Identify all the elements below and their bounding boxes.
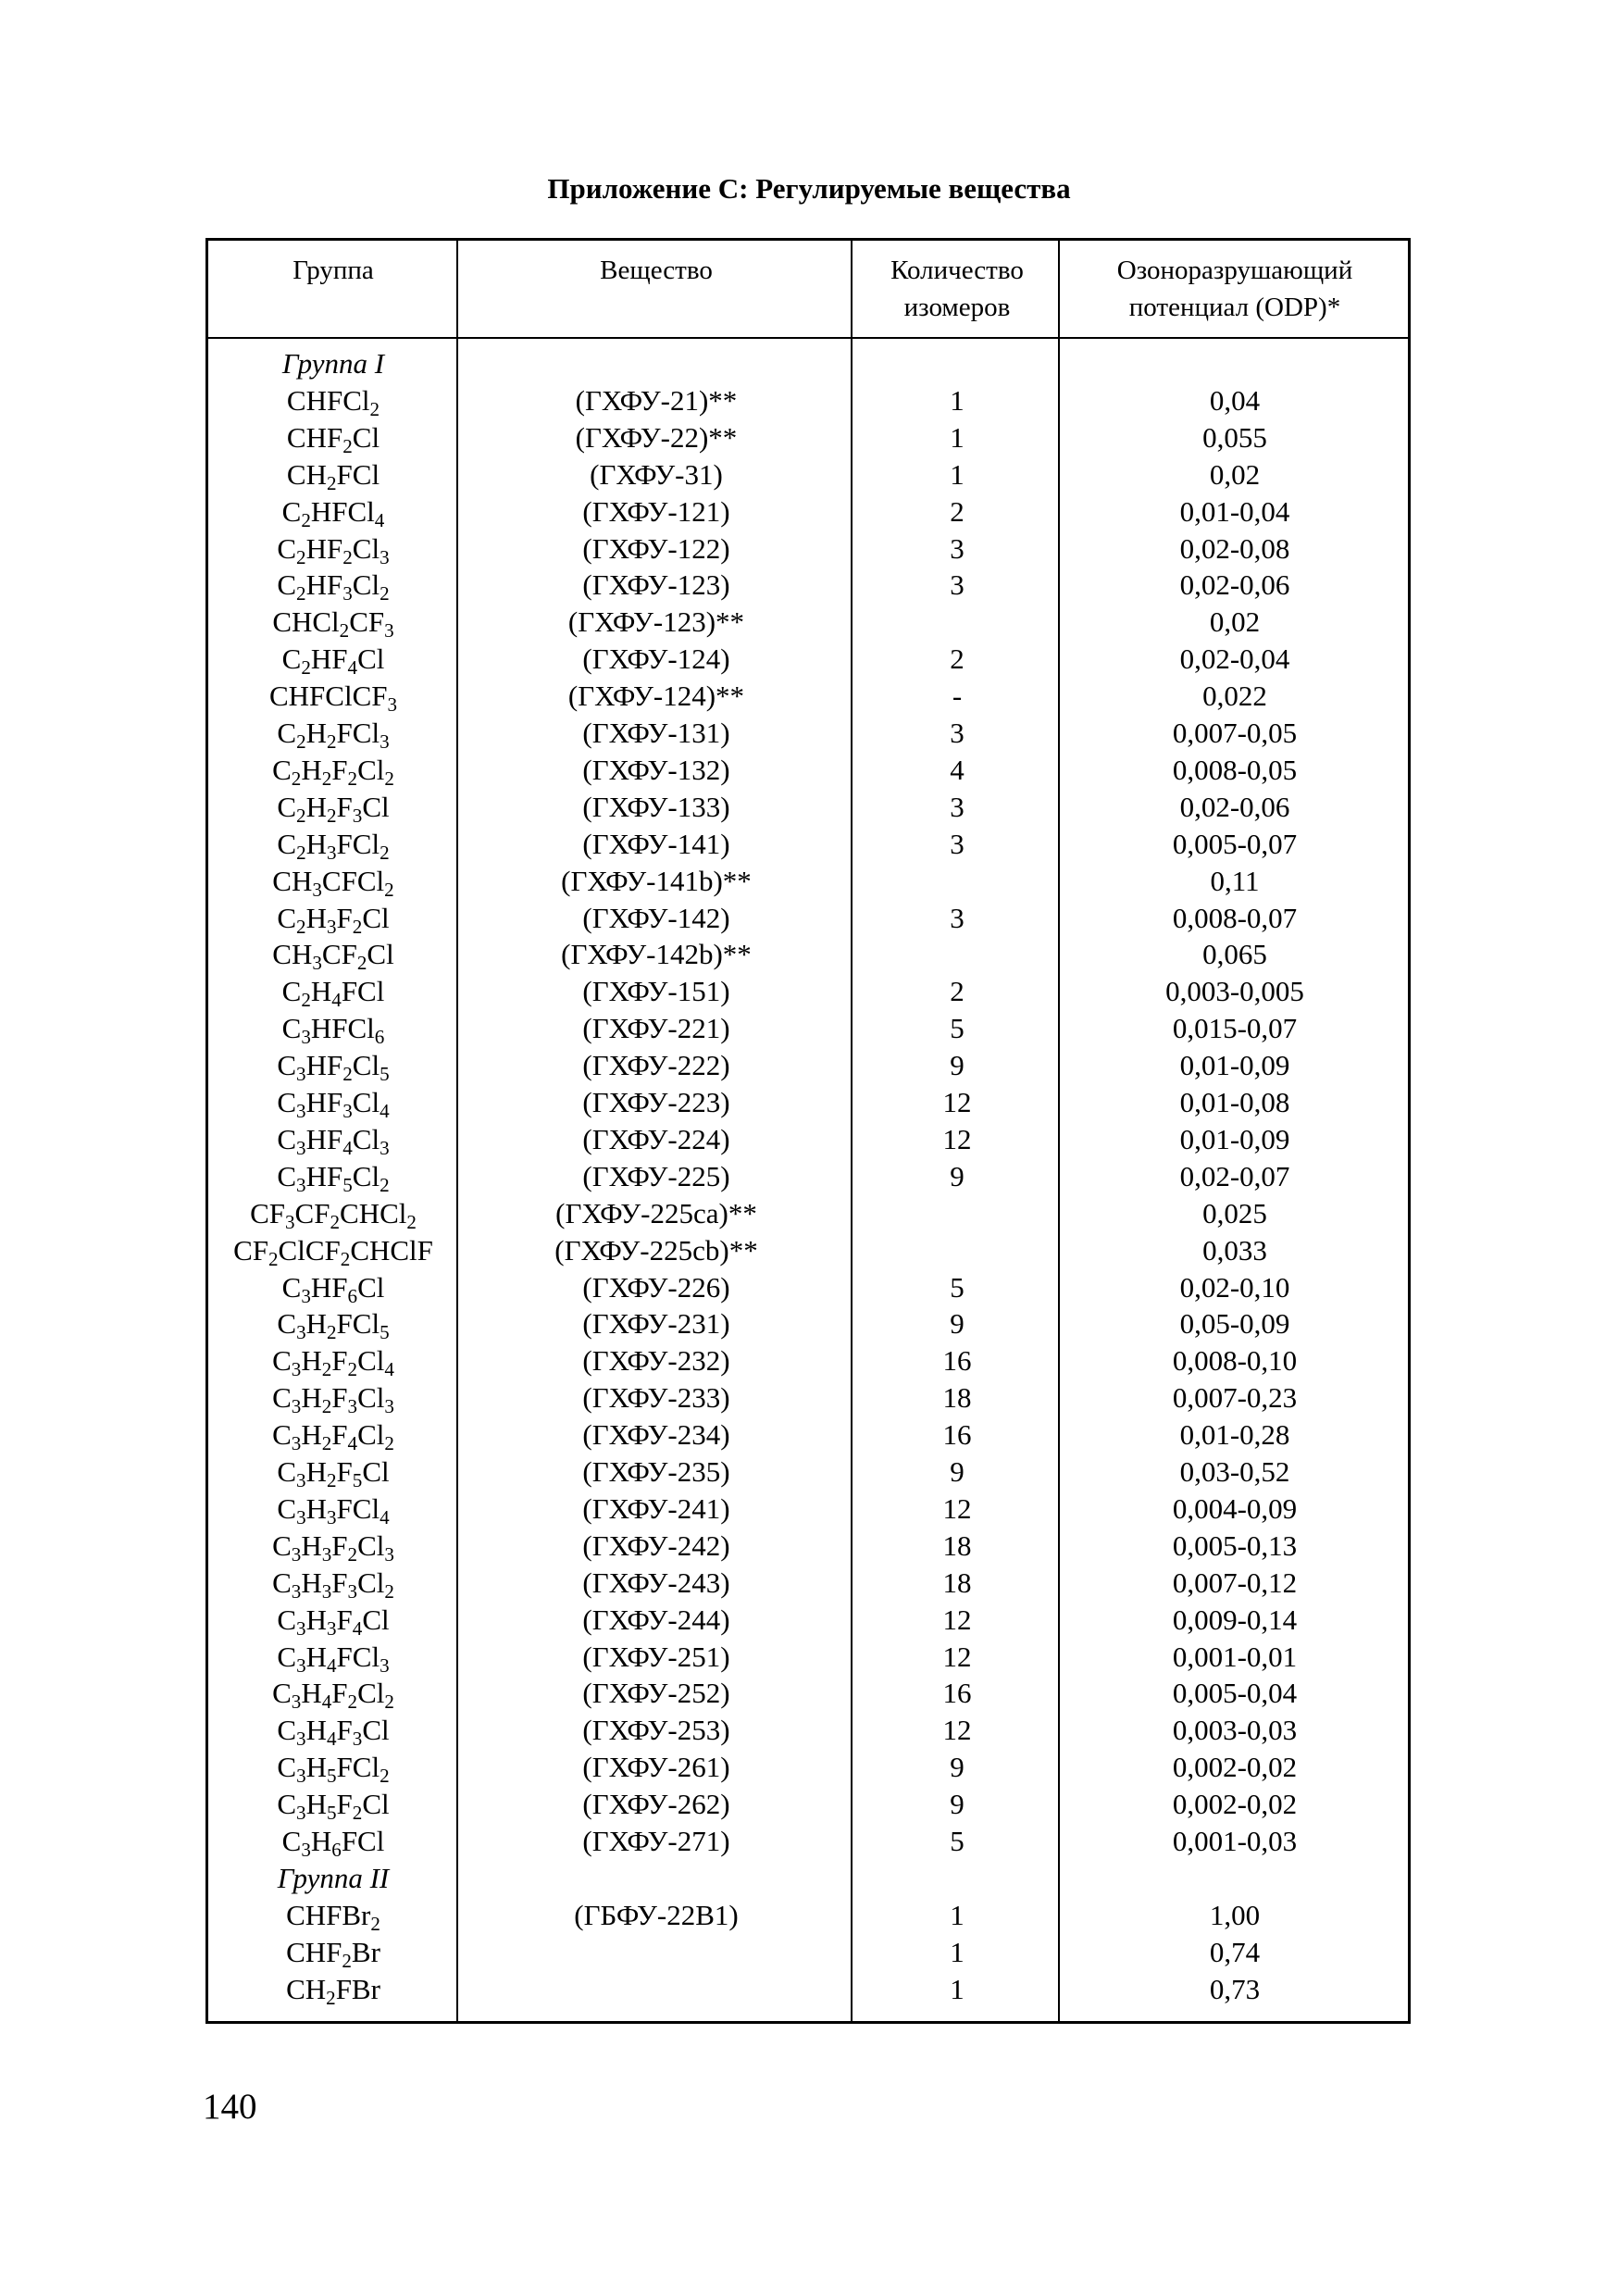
table-row	[208, 973, 1408, 1010]
odp-cell: 0,002-0,02	[1172, 1751, 1298, 1784]
odp-cell: 0,003-0,005	[1165, 975, 1304, 1008]
substance-name-cell: (ГХФУ-142)	[582, 901, 730, 934]
formula-cell	[208, 1934, 458, 1971]
isomers-cell: 16	[942, 1344, 972, 1378]
odp-cell: 0,02	[1209, 457, 1261, 491]
table-row	[208, 641, 1408, 678]
odp-cell: 0,02-0,06	[1179, 568, 1290, 602]
isomers-cell: 1	[950, 383, 965, 417]
table-row	[208, 752, 1408, 789]
isomers-cell: 9	[950, 1455, 965, 1488]
formula-text: $C_2H_3F_2Cl$	[277, 901, 390, 938]
formula-cell	[208, 1565, 458, 1602]
table-row	[208, 1565, 1408, 1602]
formula-text: $C_3H_2F_4Cl_2$	[272, 1418, 394, 1454]
isomers-cell: 18	[942, 1566, 972, 1599]
header-group-label: Группа	[292, 256, 374, 285]
isomers-cell: 12	[942, 1714, 972, 1747]
formula-text: $CH_2FBr$	[286, 1972, 380, 2009]
isomers-cell: 5	[950, 1825, 965, 1857]
substance-name-cell: (ГХФУ-225cb)**	[554, 1233, 758, 1267]
formula-cell	[208, 1786, 458, 1823]
formula-cell	[208, 1047, 458, 1084]
formula-text: CHFClCF$_3$	[268, 680, 398, 716]
formula-cell	[208, 419, 458, 456]
odp-cell: 0,007-0,23	[1172, 1381, 1298, 1415]
formula-text: $C_3H_2FCl_5$	[277, 1307, 390, 1344]
formula-text: $C_3H_4F_3Cl$	[277, 1714, 390, 1751]
substance-name-cell: (ГХФУ-252)	[582, 1677, 730, 1710]
odp-cell: 0,11	[1210, 864, 1260, 897]
isomers-cell: 18	[942, 1381, 972, 1415]
header-group	[208, 252, 458, 289]
formula-cell	[208, 678, 458, 715]
table-row	[208, 1232, 1408, 1269]
substance-name-cell: (ГБФУ-22В1)	[574, 1898, 739, 1931]
odp-cell: 0,02-0,06	[1179, 790, 1290, 823]
table-row	[208, 419, 1408, 456]
formula-text: CHFCl$_2$	[286, 383, 380, 420]
formula-text: $CF_2ClCF_2CHClF$	[233, 1233, 433, 1270]
substance-name-cell: (ГХФУ-231)	[582, 1307, 730, 1341]
group-heading-row	[208, 345, 1408, 382]
table-row	[208, 826, 1408, 863]
table-row	[208, 1971, 1408, 2008]
substance-name-cell: (ГХФУ-253)	[582, 1714, 730, 1747]
odp-cell: 1,00	[1209, 1898, 1261, 1931]
formula-text: $CHCl_2CF_3$	[272, 605, 394, 643]
table-row	[208, 1121, 1408, 1158]
odp-cell: 0,002-0,02	[1172, 1788, 1298, 1821]
odp-cell: 0,02-0,04	[1179, 643, 1290, 676]
isomers-cell: 1	[950, 420, 965, 454]
odp-cell: 0,025	[1202, 1196, 1267, 1229]
substance-name-cell: (ГХФУ-124)	[582, 643, 730, 676]
formula-cell	[208, 1639, 458, 1676]
odp-cell: 0,03-0,52	[1179, 1455, 1290, 1488]
odp-cell: 0,02-0,08	[1179, 531, 1290, 565]
odp-cell: 0,007-0,05	[1172, 717, 1298, 749]
header-substance-label: Вещество	[600, 256, 713, 285]
header-isomers-line2: изомеров	[903, 293, 1011, 322]
formula-text: $C_3H_3F_3Cl_2$	[272, 1566, 394, 1603]
odp-cell: 0,033	[1202, 1233, 1267, 1267]
formula-cell	[208, 1121, 458, 1158]
substance-name-cell: (ГХФУ-141b)**	[561, 864, 752, 897]
isomers-cell: 12	[942, 1640, 972, 1673]
odp-cell: 0,055	[1202, 420, 1267, 454]
formula-text: $C_3H_5F_2Cl$	[277, 1788, 390, 1824]
formula-cell	[208, 900, 458, 937]
substance-name-cell: (ГХФУ-251)	[582, 1640, 730, 1673]
table-row	[208, 1416, 1408, 1454]
substance-name-cell: (ГХФУ-142b)**	[561, 938, 752, 971]
header-odp-line1: Озоноразрушающий	[1116, 256, 1353, 285]
odp-cell: 0,05-0,09	[1179, 1307, 1290, 1341]
substance-name-cell: (ГХФУ-222)	[582, 1049, 730, 1082]
isomers-cell: 3	[950, 717, 965, 749]
formula-cell	[208, 1491, 458, 1528]
formula-cell	[208, 936, 458, 973]
odp-cell: 0,005-0,13	[1172, 1529, 1298, 1562]
substance-name-cell: (ГХФУ-123)	[582, 568, 730, 602]
formula-cell	[208, 973, 458, 1010]
isomers-cell: 1	[950, 1972, 965, 2005]
isomers-cell: 12	[942, 1491, 972, 1525]
formula-cell	[208, 641, 458, 678]
formula-text: $C_3HFCl_6$	[281, 1012, 385, 1049]
table-row	[208, 1010, 1408, 1047]
substance-name-cell: (ГХФУ-22)**	[575, 420, 738, 454]
group-heading-row	[208, 1860, 1408, 1897]
table-row	[208, 936, 1408, 973]
substance-name-cell: (ГХФУ-21)**	[575, 383, 738, 417]
substance-name-cell: (ГХФУ-141)	[582, 827, 730, 860]
odp-cell: 0,008-0,07	[1172, 901, 1298, 934]
substance-name-cell: (ГХФУ-244)	[582, 1603, 730, 1636]
formula-cell	[208, 826, 458, 863]
substance-name-cell: (ГХФУ-234)	[582, 1418, 730, 1452]
table-row	[208, 678, 1408, 715]
substance-name-cell: (ГХФУ-132)	[582, 753, 730, 786]
substance-name-cell: (ГХФУ-225ca)**	[555, 1196, 757, 1229]
odp-cell: 0,001-0,01	[1172, 1640, 1298, 1673]
substance-name-cell: (ГХФУ-122)	[582, 531, 730, 565]
formula-text: $C_3HF_3Cl_4$	[277, 1086, 390, 1122]
table-row	[208, 1712, 1408, 1749]
formula-text: $C_3H_5FCl_2$	[277, 1751, 390, 1788]
odp-cell: 0,01-0,09	[1179, 1122, 1290, 1155]
formula-cell	[208, 1823, 458, 1860]
formula-text: $C_2H_4FCl$	[281, 975, 385, 1012]
table-row	[208, 1602, 1408, 1639]
formula-text: $CF_3CF_2CHCl_2$	[250, 1196, 417, 1233]
table-row	[208, 1528, 1408, 1565]
group-label: Группа I	[281, 347, 385, 380]
table-row	[208, 900, 1408, 937]
page-title: Приложение С: Регулируемые вещества	[547, 172, 1071, 205]
formula-text: $C_3H_6FCl$	[281, 1825, 385, 1861]
formula-text: $CHF_2Cl$	[286, 420, 380, 457]
formula-text: $C_2HF_3Cl_2$	[277, 568, 390, 605]
substance-name-cell: (ГХФУ-233)	[582, 1381, 730, 1415]
table-row	[208, 1195, 1408, 1232]
odp-cell: 0,73	[1209, 1972, 1261, 2005]
table-row	[208, 567, 1408, 604]
odp-cell: 0,01-0,28	[1179, 1418, 1290, 1452]
formula-cell	[208, 493, 458, 530]
substance-name-cell: (ГХФУ-123)**	[567, 605, 745, 639]
substance-name-cell: (ГХФУ-121)	[582, 494, 730, 528]
formula-text: $CHF_2Br$	[286, 1935, 380, 1972]
isomers-cell: 9	[950, 1159, 965, 1192]
substance-name-cell: (ГХФУ-223)	[582, 1086, 730, 1118]
formula-cell	[208, 1675, 458, 1712]
formula-cell	[208, 1010, 458, 1047]
substance-name-cell: (ГХФУ-224)	[582, 1122, 730, 1155]
table-row	[208, 530, 1408, 568]
formula-text: $C_3H_2F_3Cl_3$	[272, 1381, 394, 1418]
odp-cell: 0,009-0,14	[1172, 1603, 1298, 1636]
table-row	[208, 1269, 1408, 1306]
isomers-cell: 18	[942, 1529, 972, 1562]
formula-cell	[208, 1305, 458, 1342]
table-row	[208, 604, 1408, 641]
table-row	[208, 1342, 1408, 1379]
formula-text: $C_3HF_4Cl_3$	[277, 1122, 390, 1159]
formula-cell	[208, 382, 458, 419]
formula-text: $CH_2FCl$	[286, 457, 380, 494]
page-number: 140	[203, 2087, 257, 2127]
formula-text: $C_3HF_2Cl_5$	[277, 1049, 390, 1085]
odp-cell: 0,007-0,12	[1172, 1566, 1298, 1599]
table-row	[208, 1749, 1408, 1786]
substance-name-cell: (ГХФУ-133)	[582, 790, 730, 823]
isomers-cell: 12	[942, 1603, 972, 1636]
isomers-cell: 9	[950, 1788, 965, 1821]
formula-cell	[208, 604, 458, 641]
substance-name-cell: (ГХФУ-225)	[582, 1159, 730, 1192]
formula-cell	[208, 1454, 458, 1491]
formula-cell	[208, 1897, 458, 1934]
formula-cell	[208, 456, 458, 493]
substance-name-cell: (ГХФУ-271)	[582, 1825, 730, 1857]
substance-name-cell: (ГХФУ-235)	[582, 1455, 730, 1488]
table-row	[208, 1084, 1408, 1121]
isomers-cell: 3	[950, 568, 965, 602]
isomers-cell: 12	[942, 1122, 972, 1155]
substance-name-cell: (ГХФУ-31)	[590, 457, 723, 491]
table-row	[208, 1305, 1408, 1342]
odp-cell: 0,005-0,07	[1172, 827, 1298, 860]
formula-text: $C_2H_2FCl_3$	[277, 717, 390, 753]
table-row	[208, 382, 1408, 419]
formula-text: $C_3H_3F_4Cl$	[277, 1603, 390, 1640]
isomers-cell: 9	[950, 1049, 965, 1082]
header-divider	[205, 337, 1411, 339]
table-row	[208, 1491, 1408, 1528]
table-row	[208, 789, 1408, 826]
formula-text: $C_3HF_5Cl_2$	[277, 1159, 390, 1196]
isomers-cell: 2	[950, 643, 965, 676]
substance-name-cell: (ГХФУ-243)	[582, 1566, 730, 1599]
substance-name-cell: (ГХФУ-262)	[582, 1788, 730, 1821]
table-row	[208, 456, 1408, 493]
substance-name-cell: (ГХФУ-226)	[582, 1270, 730, 1304]
isomers-cell: 5	[950, 1270, 965, 1304]
formula-cell	[208, 863, 458, 900]
odp-cell: 0,022	[1202, 680, 1267, 713]
substance-name-cell: (ГХФУ-241)	[582, 1491, 730, 1525]
formula-cell	[208, 1416, 458, 1454]
odp-cell: 0,02	[1209, 605, 1261, 639]
formula-cell	[208, 1712, 458, 1749]
formula-text: $C_3H_2F_5Cl$	[277, 1455, 390, 1491]
isomers-cell: 3	[950, 827, 965, 860]
isomers-cell: 9	[950, 1307, 965, 1341]
formula-text: $C_2H_2F_2Cl_2$	[272, 753, 394, 790]
odp-cell: 0,004-0,09	[1172, 1491, 1298, 1525]
isomers-cell: 5	[950, 1012, 965, 1045]
isomers-cell: 1	[950, 1898, 965, 1931]
table-row	[208, 1158, 1408, 1195]
formula-text: $C_2HF_2Cl_3$	[277, 531, 390, 568]
isomers-cell: 2	[950, 494, 965, 528]
table-row	[208, 1639, 1408, 1676]
formula-text: $C_2H_2F_3Cl$	[277, 790, 390, 827]
odp-cell: 0,005-0,04	[1172, 1677, 1298, 1710]
formula-cell	[208, 789, 458, 826]
isomers-cell: 3	[950, 531, 965, 565]
formula-text: $CH_3CF_2Cl$	[272, 938, 394, 975]
formula-text: $CH_3CFCl_2$	[272, 864, 394, 901]
odp-cell: 0,04	[1209, 383, 1261, 417]
formula-cell	[208, 1749, 458, 1786]
formula-text: $C_3H_3FCl_4$	[277, 1491, 390, 1529]
table-row	[208, 1675, 1408, 1712]
isomers-cell: 2	[950, 975, 965, 1008]
table-row	[208, 1934, 1408, 1971]
odp-cell: 0,065	[1202, 938, 1267, 971]
formula-cell	[208, 1379, 458, 1416]
table-row	[208, 1823, 1408, 1860]
odp-cell: 0,001-0,03	[1172, 1825, 1298, 1857]
formula-text: $C_2HFCl_4$	[281, 494, 385, 531]
formula-cell	[208, 567, 458, 604]
odp-cell: 0,008-0,10	[1172, 1344, 1298, 1378]
substance-name-cell: (ГХФУ-242)	[582, 1529, 730, 1562]
substance-name-cell: (ГХФУ-261)	[582, 1751, 730, 1784]
table-row	[208, 1786, 1408, 1823]
formula-text: $C_2HF_4Cl$	[281, 643, 385, 680]
odp-cell: 0,008-0,05	[1172, 753, 1298, 786]
isomers-cell: 4	[950, 753, 965, 786]
formula-cell	[208, 752, 458, 789]
group-label: Группа II	[277, 1861, 390, 1894]
substance-name-cell: (ГХФУ-131)	[582, 717, 730, 749]
formula-cell	[208, 1269, 458, 1306]
formula-text: CHFBr$_2$	[286, 1898, 380, 1935]
formula-text: $C_3H_4F_2Cl_2$	[272, 1677, 394, 1714]
header-substance	[460, 252, 853, 289]
odp-cell: 0,015-0,07	[1172, 1012, 1298, 1045]
isomers-cell: 16	[942, 1677, 972, 1710]
odp-cell: 0,01-0,04	[1179, 494, 1290, 528]
table-row	[208, 1379, 1408, 1416]
formula-cell	[208, 1971, 458, 2008]
isomers-cell: 3	[950, 790, 965, 823]
formula-text: $C_3H_4FCl_3$	[277, 1640, 390, 1677]
table-row	[208, 1454, 1408, 1491]
odp-cell: 0,74	[1209, 1935, 1261, 1968]
formula-cell	[208, 1195, 458, 1232]
formula-text: $C_3H_3F_2Cl_3$	[272, 1529, 394, 1566]
isomers-cell: 1	[950, 457, 965, 491]
header-odp	[1062, 252, 1408, 326]
isomers-cell: 1	[950, 1935, 965, 1968]
formula-text: $C_3HF_6Cl$	[281, 1270, 385, 1307]
isomers-cell: 9	[950, 1751, 965, 1784]
header-isomers-line1: Количество	[890, 256, 1024, 285]
substance-name-cell: (ГХФУ-232)	[582, 1344, 730, 1378]
formula-cell	[208, 1342, 458, 1379]
isomers-cell: 3	[950, 901, 965, 934]
formula-cell	[208, 530, 458, 568]
formula-cell	[208, 1084, 458, 1121]
substance-name-cell: (ГХФУ-124)**	[567, 680, 745, 713]
formula-cell	[208, 1232, 458, 1269]
header-isomers	[854, 252, 1060, 326]
substance-name-cell: (ГХФУ-221)	[582, 1012, 730, 1045]
isomers-cell: -	[952, 680, 963, 713]
formula-cell	[208, 1528, 458, 1565]
isomers-cell: 16	[942, 1418, 972, 1452]
odp-cell: 0,003-0,03	[1172, 1714, 1298, 1747]
formula-cell	[208, 715, 458, 752]
substance-name-cell: (ГХФУ-151)	[582, 975, 730, 1008]
table-row	[208, 1897, 1408, 1934]
table-row	[208, 493, 1408, 530]
table-row	[208, 715, 1408, 752]
odp-cell: 0,01-0,08	[1179, 1086, 1290, 1118]
odp-cell: 0,02-0,07	[1179, 1159, 1290, 1192]
table-row	[208, 863, 1408, 900]
formula-text: $C_2H_3FCl_2$	[277, 827, 390, 864]
formula-text: $C_3H_2F_2Cl_4$	[272, 1344, 394, 1381]
odp-cell: 0,01-0,09	[1179, 1049, 1290, 1082]
formula-cell	[208, 1158, 458, 1195]
formula-cell	[208, 1602, 458, 1639]
isomers-cell: 12	[942, 1086, 972, 1118]
odp-cell: 0,02-0,10	[1179, 1270, 1290, 1304]
table-row	[208, 1047, 1408, 1084]
header-odp-line2: потенциал (ODP)*	[1128, 293, 1341, 322]
